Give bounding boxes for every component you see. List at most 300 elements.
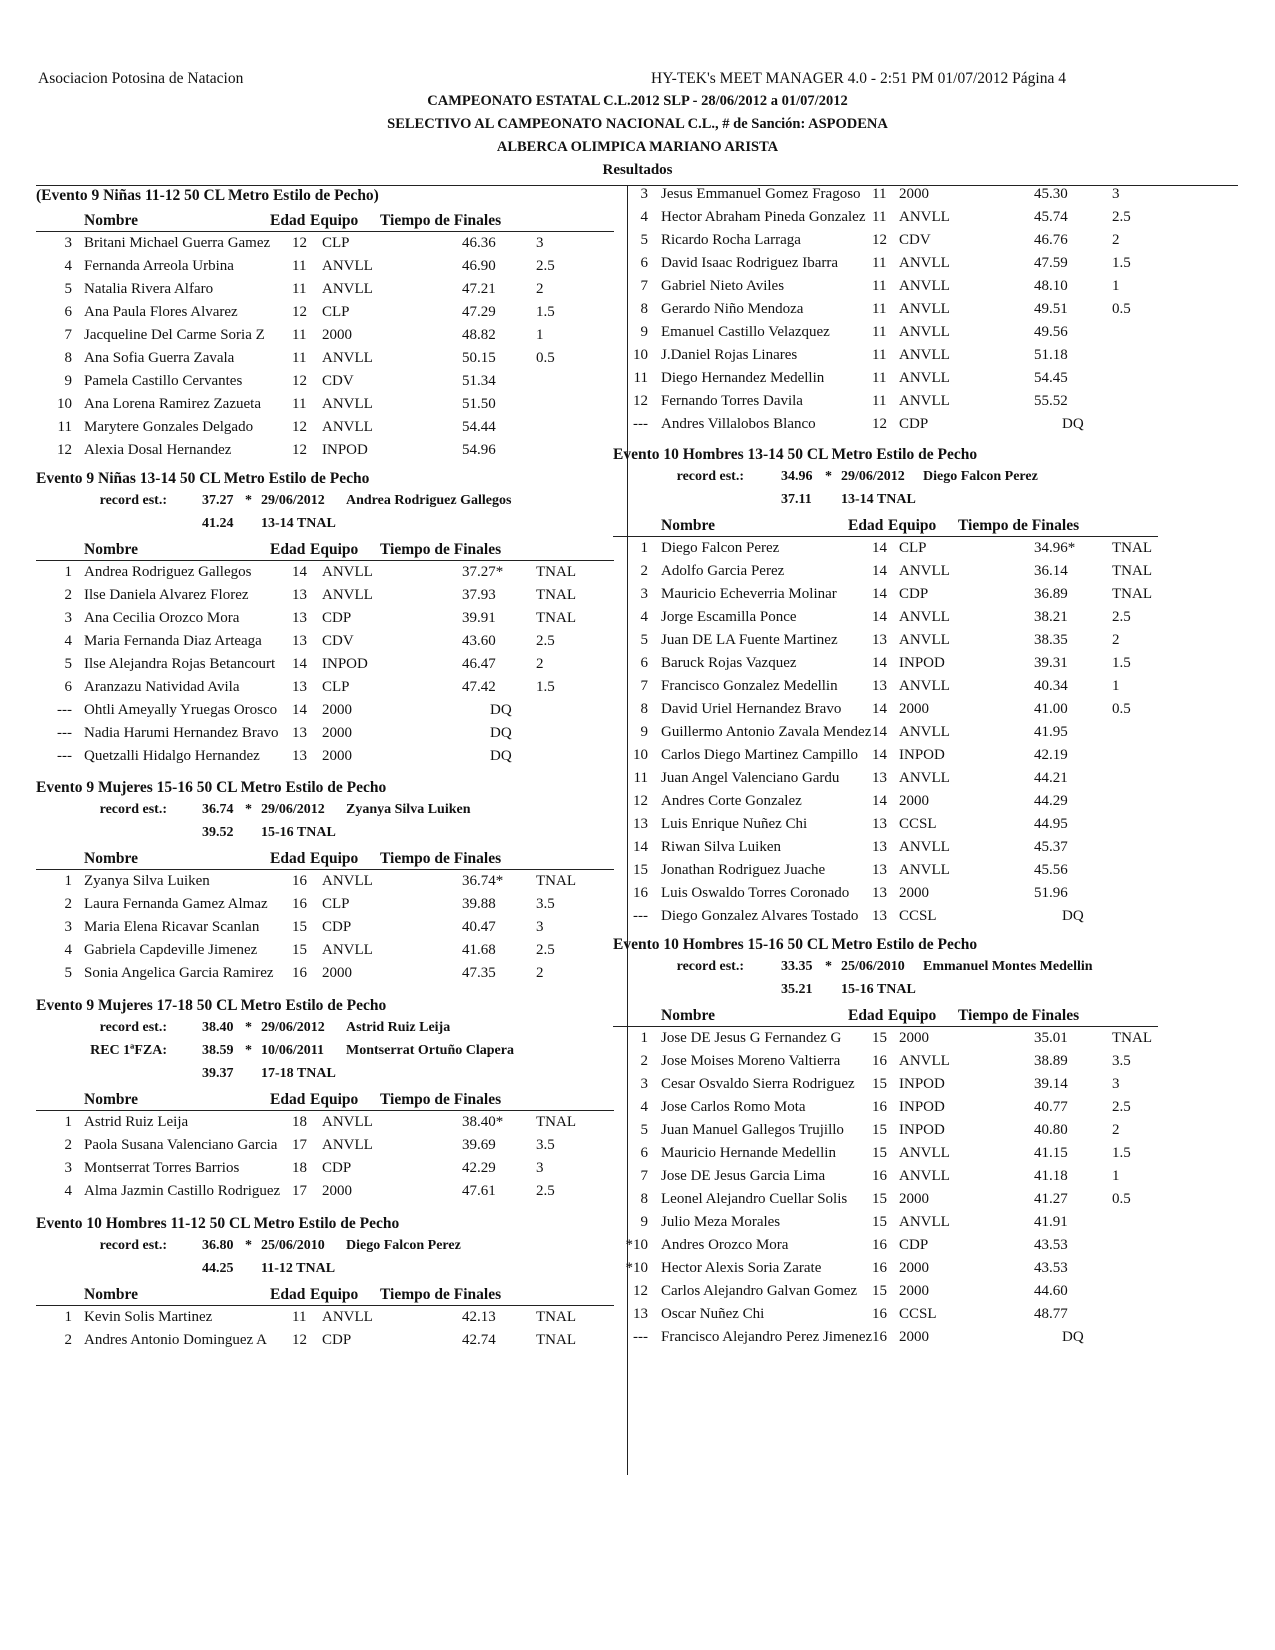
record-date: 29/06/2012: [261, 802, 325, 817]
result-row: [0, 1122, 1275, 1142]
result-row: [0, 1260, 1275, 1280]
place: 3: [64, 610, 72, 626]
swimmer-age: 18: [292, 1114, 307, 1130]
swimmer-team: ANVLL: [899, 393, 950, 409]
header-age: Edad: [270, 212, 306, 229]
swimmer-team: 2000: [322, 725, 352, 741]
venue-title: ALBERCA OLIMPICA MARIANO ARISTA: [496, 139, 779, 155]
swimmer-age: 14: [872, 586, 887, 602]
place: 5: [64, 281, 72, 297]
event-title: Evento 10 Hombres 11-12 50 CL Metro Estilo de Pecho: [36, 1215, 400, 1232]
swimmer-age: 13: [872, 862, 887, 878]
swimmer-team: ANVLL: [322, 587, 373, 603]
place: 11: [57, 419, 72, 435]
swimmer-team: CCSL: [899, 908, 937, 924]
points: 2.5: [536, 258, 555, 274]
swimmer-age: 16: [872, 1260, 887, 1276]
place: 2: [64, 1332, 72, 1348]
result-row: [0, 724, 1275, 744]
swimmer-name: Diego Gonzalez Alvares Tostado: [661, 908, 859, 924]
swimmer-name: Luis Oswaldo Torres Coronado: [661, 885, 850, 901]
final-time: 54.44: [462, 419, 496, 435]
place: 1: [64, 564, 72, 580]
swimmer-age: 14: [292, 656, 307, 672]
final-time: 46.90: [462, 258, 496, 274]
swimmer-team: ANVLL: [899, 839, 950, 855]
result-row: [0, 347, 1275, 367]
final-time: 36.89: [1034, 586, 1068, 602]
swimmer-name: Julio Meza Morales: [661, 1214, 781, 1230]
swimmer-name: Nadia Harumi Hernandez Bravo: [84, 725, 279, 741]
place: 3: [64, 235, 72, 251]
swimmer-age: 16: [292, 896, 307, 912]
result-row: [0, 701, 1275, 721]
swimmer-age: 11: [292, 1309, 307, 1325]
swimmer-age: 13: [872, 885, 887, 901]
result-row: [0, 540, 1275, 560]
record-line: [613, 469, 1158, 489]
final-time: 42.74: [462, 1332, 496, 1348]
final-time: 42.19: [1034, 747, 1068, 763]
swimmer-team: ANVLL: [322, 396, 373, 412]
swimmer-age: 16: [872, 1329, 887, 1345]
place: 10: [633, 747, 648, 763]
header-team: Equipo: [888, 517, 937, 534]
swimmer-age: 15: [872, 1076, 887, 1092]
swimmer-name: Quetzalli Hidalgo Hernandez: [84, 748, 260, 764]
swimmer-name: Francisco Gonzalez Medellin: [661, 678, 838, 694]
swimmer-age: 11: [872, 255, 887, 271]
swimmer-name: Jonathan Rodriguez Juache: [661, 862, 826, 878]
swimmer-team: ANVLL: [322, 942, 373, 958]
swimmer-name: Jose DE Jesus G Fernandez G: [661, 1030, 842, 1046]
header-rule: [613, 1026, 1158, 1027]
record-time: 38.40: [202, 1020, 234, 1035]
swimmer-age: 11: [872, 324, 887, 340]
swimmer-name: Ilse Daniela Alvarez Florez: [84, 587, 249, 603]
final-time: 51.96: [1034, 885, 1068, 901]
swimmer-age: 13: [872, 908, 887, 924]
points: 1.5: [536, 679, 555, 695]
final-time: 41.27: [1034, 1191, 1068, 1207]
event-title: Evento 9 Mujeres 15-16 50 CL Metro Estilo de Pecho: [36, 779, 387, 796]
place: 2: [64, 1137, 72, 1153]
final-time: 45.56: [1034, 862, 1068, 878]
final-time: 41.15: [1034, 1145, 1068, 1161]
result-row: [0, 1030, 1275, 1050]
record-line: [36, 516, 614, 536]
place: 4: [640, 209, 648, 225]
swimmer-team: 2000: [899, 1260, 929, 1276]
result-row: [0, 747, 1275, 767]
swimmer-age: 11: [292, 258, 307, 274]
place: 3: [640, 186, 648, 202]
swimmer-age: 12: [292, 235, 307, 251]
final-time: 41.18: [1034, 1168, 1068, 1184]
points: TNAL: [536, 587, 576, 603]
swimmer-age: 14: [292, 702, 307, 718]
header-name: Nombre: [661, 517, 715, 534]
swimmer-team: ANVLL: [899, 347, 950, 363]
points: 1: [1112, 678, 1120, 694]
points: TNAL: [1112, 586, 1152, 602]
final-time: 47.35: [462, 965, 496, 981]
final-time: 51.18: [1034, 347, 1068, 363]
header-team: Equipo: [310, 1286, 359, 1303]
record-time: 39.37: [202, 1066, 234, 1081]
swimmer-name: J.Daniel Rojas Linares: [661, 347, 798, 363]
swimmer-age: 16: [872, 1099, 887, 1115]
place: 8: [640, 301, 648, 317]
final-time: 46.36: [462, 235, 496, 251]
place: 6: [640, 1145, 648, 1161]
header-age: Edad: [270, 1091, 306, 1108]
swimmer-team: 2000: [899, 701, 929, 717]
swimmer-name: Ana Lorena Ramirez Zazueta: [84, 396, 261, 412]
place: 8: [640, 1191, 648, 1207]
points: 2.5: [1112, 209, 1131, 225]
record-label: record est.:: [99, 1020, 167, 1035]
header-time: Tiempo de Finales: [380, 850, 502, 867]
swimmer-age: 16: [292, 965, 307, 981]
result-row: [0, 1168, 1275, 1188]
swimmer-age: 12: [292, 1332, 307, 1348]
place: 4: [64, 633, 72, 649]
swimmer-team: CDP: [899, 586, 929, 602]
record-time: 39.52: [202, 825, 234, 840]
swimmer-team: ANVLL: [899, 1168, 950, 1184]
record-line: [36, 493, 614, 513]
swimmer-name: Mauricio Hernande Medellin: [661, 1145, 836, 1161]
place: 4: [64, 258, 72, 274]
points: TNAL: [536, 873, 576, 889]
swimmer-name: Riwan Silva Luiken: [661, 839, 781, 855]
final-time: 55.52: [1034, 393, 1068, 409]
swimmer-age: 15: [292, 942, 307, 958]
swimmer-age: 12: [292, 373, 307, 389]
place: 13: [633, 1306, 648, 1322]
header-time: Tiempo de Finales: [380, 1091, 502, 1108]
place: 3: [64, 1160, 72, 1176]
final-time: 45.74: [1034, 209, 1068, 225]
record-date: 25/06/2010: [261, 1238, 325, 1253]
place: 15: [633, 862, 648, 878]
final-time: 49.56: [1034, 324, 1068, 340]
final-time: 47.21: [462, 281, 496, 297]
swimmer-age: 15: [872, 1283, 887, 1299]
points: 3: [536, 235, 544, 251]
swimmer-name: Jose Carlos Romo Mota: [661, 1099, 806, 1115]
swimmer-team: CDV: [899, 232, 931, 248]
swimmer-team: CCSL: [899, 816, 937, 832]
header-age: Edad: [270, 850, 306, 867]
final-time: 41.68: [462, 942, 496, 958]
final-time: 54.45: [1034, 370, 1068, 386]
place: 3: [64, 919, 72, 935]
result-row: [0, 1053, 1275, 1073]
swimmer-name: Andres Corte Gonzalez: [661, 793, 802, 809]
place: 16: [633, 885, 648, 901]
place: 13: [633, 816, 648, 832]
points: 3: [1112, 1076, 1120, 1092]
final-time: 50.15: [462, 350, 496, 366]
record-holder: Andrea Rodriguez Gallegos: [346, 493, 512, 508]
swimmer-age: 11: [292, 281, 307, 297]
final-time: 38.35: [1034, 632, 1068, 648]
event-title: Evento 10 Hombres 15-16 50 CL Metro Estilo de Pecho: [613, 936, 978, 953]
place: 4: [64, 942, 72, 958]
swimmer-age: 12: [292, 304, 307, 320]
record-time: 33.35: [781, 959, 813, 974]
swimmer-age: 15: [872, 1191, 887, 1207]
final-time: 42.29: [462, 1160, 496, 1176]
result-row: [0, 370, 1275, 390]
header-time: Tiempo de Finales: [380, 1286, 502, 1303]
points: 1: [1112, 278, 1120, 294]
final-time: 46.76: [1034, 232, 1068, 248]
record-time: 38.59: [202, 1043, 234, 1058]
place: 10: [633, 347, 648, 363]
record-line: [613, 492, 1158, 512]
event-title: Evento 9 Niñas 13-14 50 CL Metro Estilo de Pecho: [36, 470, 370, 487]
swimmer-name: Alma Jazmin Castillo Rodriguez: [84, 1183, 281, 1199]
points: 3: [536, 919, 544, 935]
header-age: Edad: [848, 517, 884, 534]
record-star: *: [245, 802, 252, 817]
result-row: [0, 770, 1275, 790]
record-star: *: [245, 1020, 252, 1035]
swimmer-team: ANVLL: [322, 1137, 373, 1153]
place: 6: [64, 679, 72, 695]
swimmer-team: ANVLL: [899, 862, 950, 878]
swimmer-name: Diego Hernandez Medellin: [661, 370, 825, 386]
points: 3.5: [536, 1137, 555, 1153]
meet-title: CAMPEONATO ESTATAL C.L.2012 SLP - 28/06/2012 a 01/07/2012: [427, 93, 848, 109]
header-team: Equipo: [310, 850, 359, 867]
swimmer-team: CDV: [322, 633, 354, 649]
header-name: Nombre: [84, 850, 138, 867]
swimmer-team: CDP: [322, 1160, 352, 1176]
record-date: 10/06/2011: [261, 1043, 325, 1058]
swimmer-age: 14: [872, 563, 887, 579]
record-holder: Montserrat Ortuño Clapera: [346, 1043, 514, 1058]
record-time: 35.21: [781, 982, 813, 997]
final-time: 40.80: [1034, 1122, 1068, 1138]
place: 5: [640, 1122, 648, 1138]
swimmer-age: 12: [872, 232, 887, 248]
final-time: 48.10: [1034, 278, 1068, 294]
swimmer-team: ANVLL: [899, 1053, 950, 1069]
swimmer-team: 2000: [899, 1030, 929, 1046]
result-row: [0, 1214, 1275, 1234]
record-holder: Diego Falcon Perez: [923, 469, 1038, 484]
meet-subtitle: SELECTIVO AL CAMPEONATO NACIONAL C.L., # de Sanción: ASPODENA: [387, 116, 888, 132]
points: 1.5: [1112, 655, 1131, 671]
swimmer-age: 11: [872, 393, 887, 409]
swimmer-team: INPOD: [899, 1099, 945, 1115]
record-star: *: [825, 959, 832, 974]
swimmer-age: 14: [872, 655, 887, 671]
swimmer-team: CDP: [322, 1332, 352, 1348]
header-team: Equipo: [310, 1091, 359, 1108]
swimmer-age: 11: [872, 370, 887, 386]
points: 1.5: [1112, 1145, 1131, 1161]
place: 9: [640, 724, 648, 740]
place: 1: [64, 873, 72, 889]
swimmer-team: 2000: [899, 793, 929, 809]
swimmer-name: Kevin Solis Martinez: [84, 1309, 213, 1325]
points: TNAL: [536, 1114, 576, 1130]
result-row: [0, 678, 1275, 698]
swimmer-team: CDP: [899, 1237, 929, 1253]
final-time: 35.01: [1034, 1030, 1068, 1046]
points: 3.5: [1112, 1053, 1131, 1069]
final-time: 44.60: [1034, 1283, 1068, 1299]
points: 2.5: [536, 1183, 555, 1199]
swimmer-name: Fernanda Arreola Urbina: [84, 258, 234, 274]
swimmer-team: INPOD: [322, 656, 368, 672]
swimmer-age: 17: [292, 1183, 307, 1199]
final-time: DQ: [1062, 416, 1084, 432]
swimmer-name: Ana Cecilia Orozco Mora: [84, 610, 240, 626]
swimmer-name: Carlos Diego Martinez Campillo: [661, 747, 859, 763]
record-label: record est.:: [676, 959, 744, 974]
place: 4: [64, 1183, 72, 1199]
swimmer-team: 2000: [322, 965, 352, 981]
place: 5: [64, 965, 72, 981]
place: 4: [640, 609, 648, 625]
place: ---: [633, 416, 648, 432]
header-team: Equipo: [310, 541, 359, 558]
swimmer-age: 11: [292, 350, 307, 366]
swimmer-name: Natalia Rivera Alfaro: [84, 281, 214, 297]
swimmer-team: INPOD: [899, 1076, 945, 1092]
result-row: [0, 324, 1275, 344]
place: 9: [64, 373, 72, 389]
swimmer-team: INPOD: [899, 655, 945, 671]
swimmer-name: Andres Antonio Dominguez A: [84, 1332, 267, 1348]
record-star: *: [245, 1238, 252, 1253]
points: 3.5: [536, 896, 555, 912]
final-time: 39.69: [462, 1137, 496, 1153]
swimmer-name: Jesus Emmanuel Gomez Fragoso: [661, 186, 861, 202]
event-title: (Evento 9 Niñas 11-12 50 CL Metro Estilo de Pecho): [36, 187, 379, 204]
record-date: 13-14 TNAL: [841, 492, 916, 507]
record-date: 15-16 TNAL: [841, 982, 916, 997]
swimmer-age: 11: [292, 396, 307, 412]
final-time: 45.37: [1034, 839, 1068, 855]
place: 11: [633, 770, 648, 786]
swimmer-name: Guillermo Antonio Zavala Mendez: [661, 724, 872, 740]
header-team: Equipo: [310, 212, 359, 229]
header-name: Nombre: [84, 1286, 138, 1303]
swimmer-team: ANVLL: [322, 281, 373, 297]
swimmer-age: 13: [872, 816, 887, 832]
swimmer-team: ANVLL: [899, 724, 950, 740]
points: 2.5: [1112, 609, 1131, 625]
swimmer-name: Maria Fernanda Diaz Arteaga: [84, 633, 262, 649]
record-time: 36.74: [202, 802, 234, 817]
swimmer-name: Aranzazu Natividad Avila: [84, 679, 240, 695]
results-heading: Resultados: [602, 162, 673, 178]
swimmer-name: Ohtli Ameyally Yruegas Orosco: [84, 702, 278, 718]
swimmer-team: ANVLL: [322, 419, 373, 435]
swimmer-name: Alexia Dosal Hernandez: [84, 442, 232, 458]
result-row: [0, 301, 1275, 321]
swimmer-team: CDP: [322, 919, 352, 935]
result-row: [0, 632, 1275, 652]
record-date: 29/06/2012: [261, 1020, 325, 1035]
final-time: 42.13: [462, 1309, 496, 1325]
swimmer-name: Juan Angel Valenciano Gardu: [661, 770, 840, 786]
swimmer-team: INPOD: [899, 1122, 945, 1138]
swimmer-age: 15: [872, 1122, 887, 1138]
swimmer-name: Juan Manuel Gallegos Trujillo: [661, 1122, 844, 1138]
header-time: Tiempo de Finales: [380, 212, 502, 229]
swimmer-age: 13: [872, 678, 887, 694]
swimmer-team: CLP: [899, 540, 927, 556]
points: 1: [536, 327, 544, 343]
final-time: 39.91: [462, 610, 496, 626]
record-time: 37.11: [781, 492, 812, 507]
final-time: 38.40*: [462, 1114, 504, 1130]
swimmer-age: 16: [292, 873, 307, 889]
result-row: [0, 655, 1275, 675]
record-date: 29/06/2012: [261, 493, 325, 508]
points: 2: [1112, 632, 1120, 648]
swimmer-name: Luis Enrique Nuñez Chi: [661, 816, 808, 832]
swimmer-name: Paola Susana Valenciano Garcia: [84, 1137, 278, 1153]
swimmer-team: 2000: [899, 1191, 929, 1207]
final-time: 43.60: [462, 633, 496, 649]
swimmer-age: 11: [872, 347, 887, 363]
swimmer-name: Baruck Rojas Vazquez: [661, 655, 797, 671]
result-row: [0, 1329, 1275, 1349]
place: 6: [640, 255, 648, 271]
swimmer-age: 15: [872, 1214, 887, 1230]
result-row: [0, 393, 1275, 413]
swimmer-name: Emanuel Castillo Velazquez: [661, 324, 830, 340]
final-time: 41.91: [1034, 1214, 1068, 1230]
record-date: 17-18 TNAL: [261, 1066, 336, 1081]
swimmer-age: 13: [292, 633, 307, 649]
header-name: Nombre: [84, 212, 138, 229]
swimmer-team: 2000: [899, 885, 929, 901]
swimmer-age: 13: [292, 725, 307, 741]
place: 8: [64, 350, 72, 366]
points: TNAL: [1112, 563, 1152, 579]
swimmer-name: Adolfo Garcia Perez: [661, 563, 785, 579]
place: 10: [57, 396, 72, 412]
place: 2: [64, 587, 72, 603]
swimmer-team: CLP: [322, 235, 350, 251]
swimmer-age: 13: [872, 770, 887, 786]
place: 7: [64, 327, 72, 343]
swimmer-team: CDV: [322, 373, 354, 389]
record-date: 29/06/2012: [841, 469, 905, 484]
place: 6: [64, 304, 72, 320]
swimmer-age: 11: [872, 278, 887, 294]
final-time: 38.21: [1034, 609, 1068, 625]
final-time: 39.31: [1034, 655, 1068, 671]
result-row: [0, 209, 1275, 229]
swimmer-age: 16: [872, 1237, 887, 1253]
swimmer-team: ANVLL: [899, 678, 950, 694]
points: 3: [1112, 186, 1120, 202]
swimmer-team: 2000: [899, 1329, 929, 1345]
swimmer-name: Diego Falcon Perez: [661, 540, 780, 556]
record-date: 11-12 TNAL: [261, 1261, 336, 1276]
